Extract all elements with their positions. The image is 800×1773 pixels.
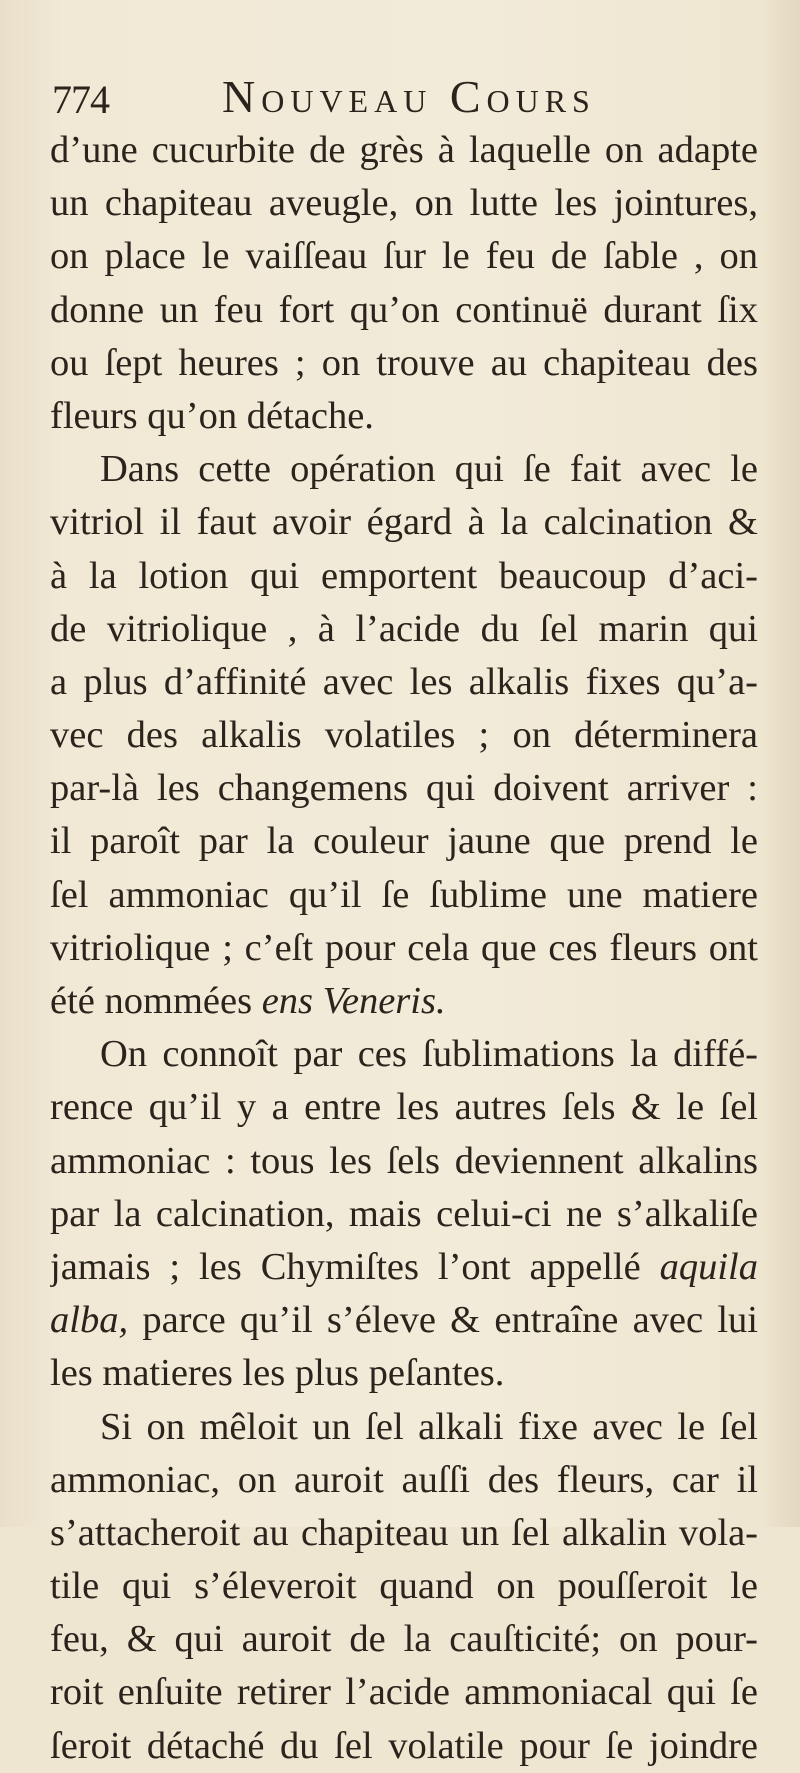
text-line: fleurs qu’on détache. bbox=[50, 394, 374, 437]
text-line: roit enſuite retirer l’acide ammoniacal qui ſe bbox=[50, 1671, 758, 1714]
paragraph-start: Si on mêloit un ſel alkali fixe avec le ſel bbox=[100, 1405, 758, 1448]
text-line bbox=[50, 1241, 758, 1294]
text-line: les matieres les plus peſantes. bbox=[50, 1352, 505, 1395]
text-line: ſeroit détaché du ſel volatile pour ſe joindre bbox=[50, 1724, 758, 1767]
text-fragment: parce qu’il s’éleve & entraîne avec lui bbox=[142, 1299, 758, 1342]
text-line: on place le vaiſſeau ſur le feu de ſable , on bbox=[50, 235, 758, 278]
text-line: ammoniac : tous les ſels deviennent alkalins bbox=[50, 1139, 758, 1182]
text-line: par-là les changemens qui doivent arriver : bbox=[50, 767, 758, 810]
text-line bbox=[50, 975, 758, 1028]
text-line: un chapiteau aveugle, on lutte les jointures, bbox=[50, 182, 758, 225]
text-line: donne un feu fort qu’on continuë durant ſix bbox=[50, 288, 758, 331]
italic-term: aquila bbox=[659, 1245, 758, 1288]
text-line: ammoniac, on auroit auſſi des fleurs, car il bbox=[50, 1458, 758, 1501]
text-line: vitriol il faut avoir égard à la calcination & bbox=[50, 501, 758, 544]
text-line: ſel ammoniac qu’il ſe ſublime une matiere bbox=[50, 873, 758, 916]
text-line: a plus d’affinité avec les alkalis fixes qu’a- bbox=[50, 660, 758, 703]
text-line bbox=[50, 1294, 758, 1347]
text-line: vec des alkalis volatiles ; on déterminera bbox=[50, 714, 758, 757]
page-number: 774 bbox=[52, 77, 109, 122]
text-line: de vitriolique , à l’acide du ſel marin qui bbox=[50, 607, 758, 650]
italic-term: alba, bbox=[50, 1299, 129, 1342]
page-header bbox=[52, 70, 762, 126]
text-fragment: jamais ; les Chymiſtes l’ont appellé bbox=[50, 1245, 641, 1288]
text-line: il paroît par la couleur jaune que prend le bbox=[50, 820, 758, 863]
text-line: à la lotion qui emportent beaucoup d’aci- bbox=[50, 554, 758, 597]
text-line: tile qui s’éleveroit quand on pouſſeroit le bbox=[50, 1565, 758, 1608]
italic-term: ens Veneris. bbox=[261, 980, 446, 1022]
text-line: ou ſept heures ; on trouve au chapiteau des bbox=[50, 341, 758, 384]
text-line: par la calcination, mais celui-ci ne s’alkaliſe bbox=[50, 1192, 758, 1235]
text-line: rence qu’il y a entre les autres ſels & le ſel bbox=[50, 1086, 758, 1129]
running-title: Nouveau Cours bbox=[222, 71, 596, 122]
text-fragment: été nommées bbox=[50, 980, 253, 1022]
paragraph-start: Dans cette opération qui ſe fait avec le bbox=[100, 448, 758, 491]
body-text bbox=[50, 124, 758, 1773]
paragraph-start: On connoît par ces ſublimations la diffé- bbox=[100, 1033, 758, 1076]
text-line: s’attacheroit au chapiteau un ſel alkalin vola- bbox=[50, 1511, 758, 1554]
text-line: feu, & qui auroit de la cauſticité; on pour- bbox=[50, 1618, 758, 1661]
text-line: vitriolique ; c’eſt pour cela que ces fleurs ont bbox=[50, 926, 758, 969]
text-line: d’une cucurbite de grès à laquelle on adapte bbox=[50, 129, 758, 171]
